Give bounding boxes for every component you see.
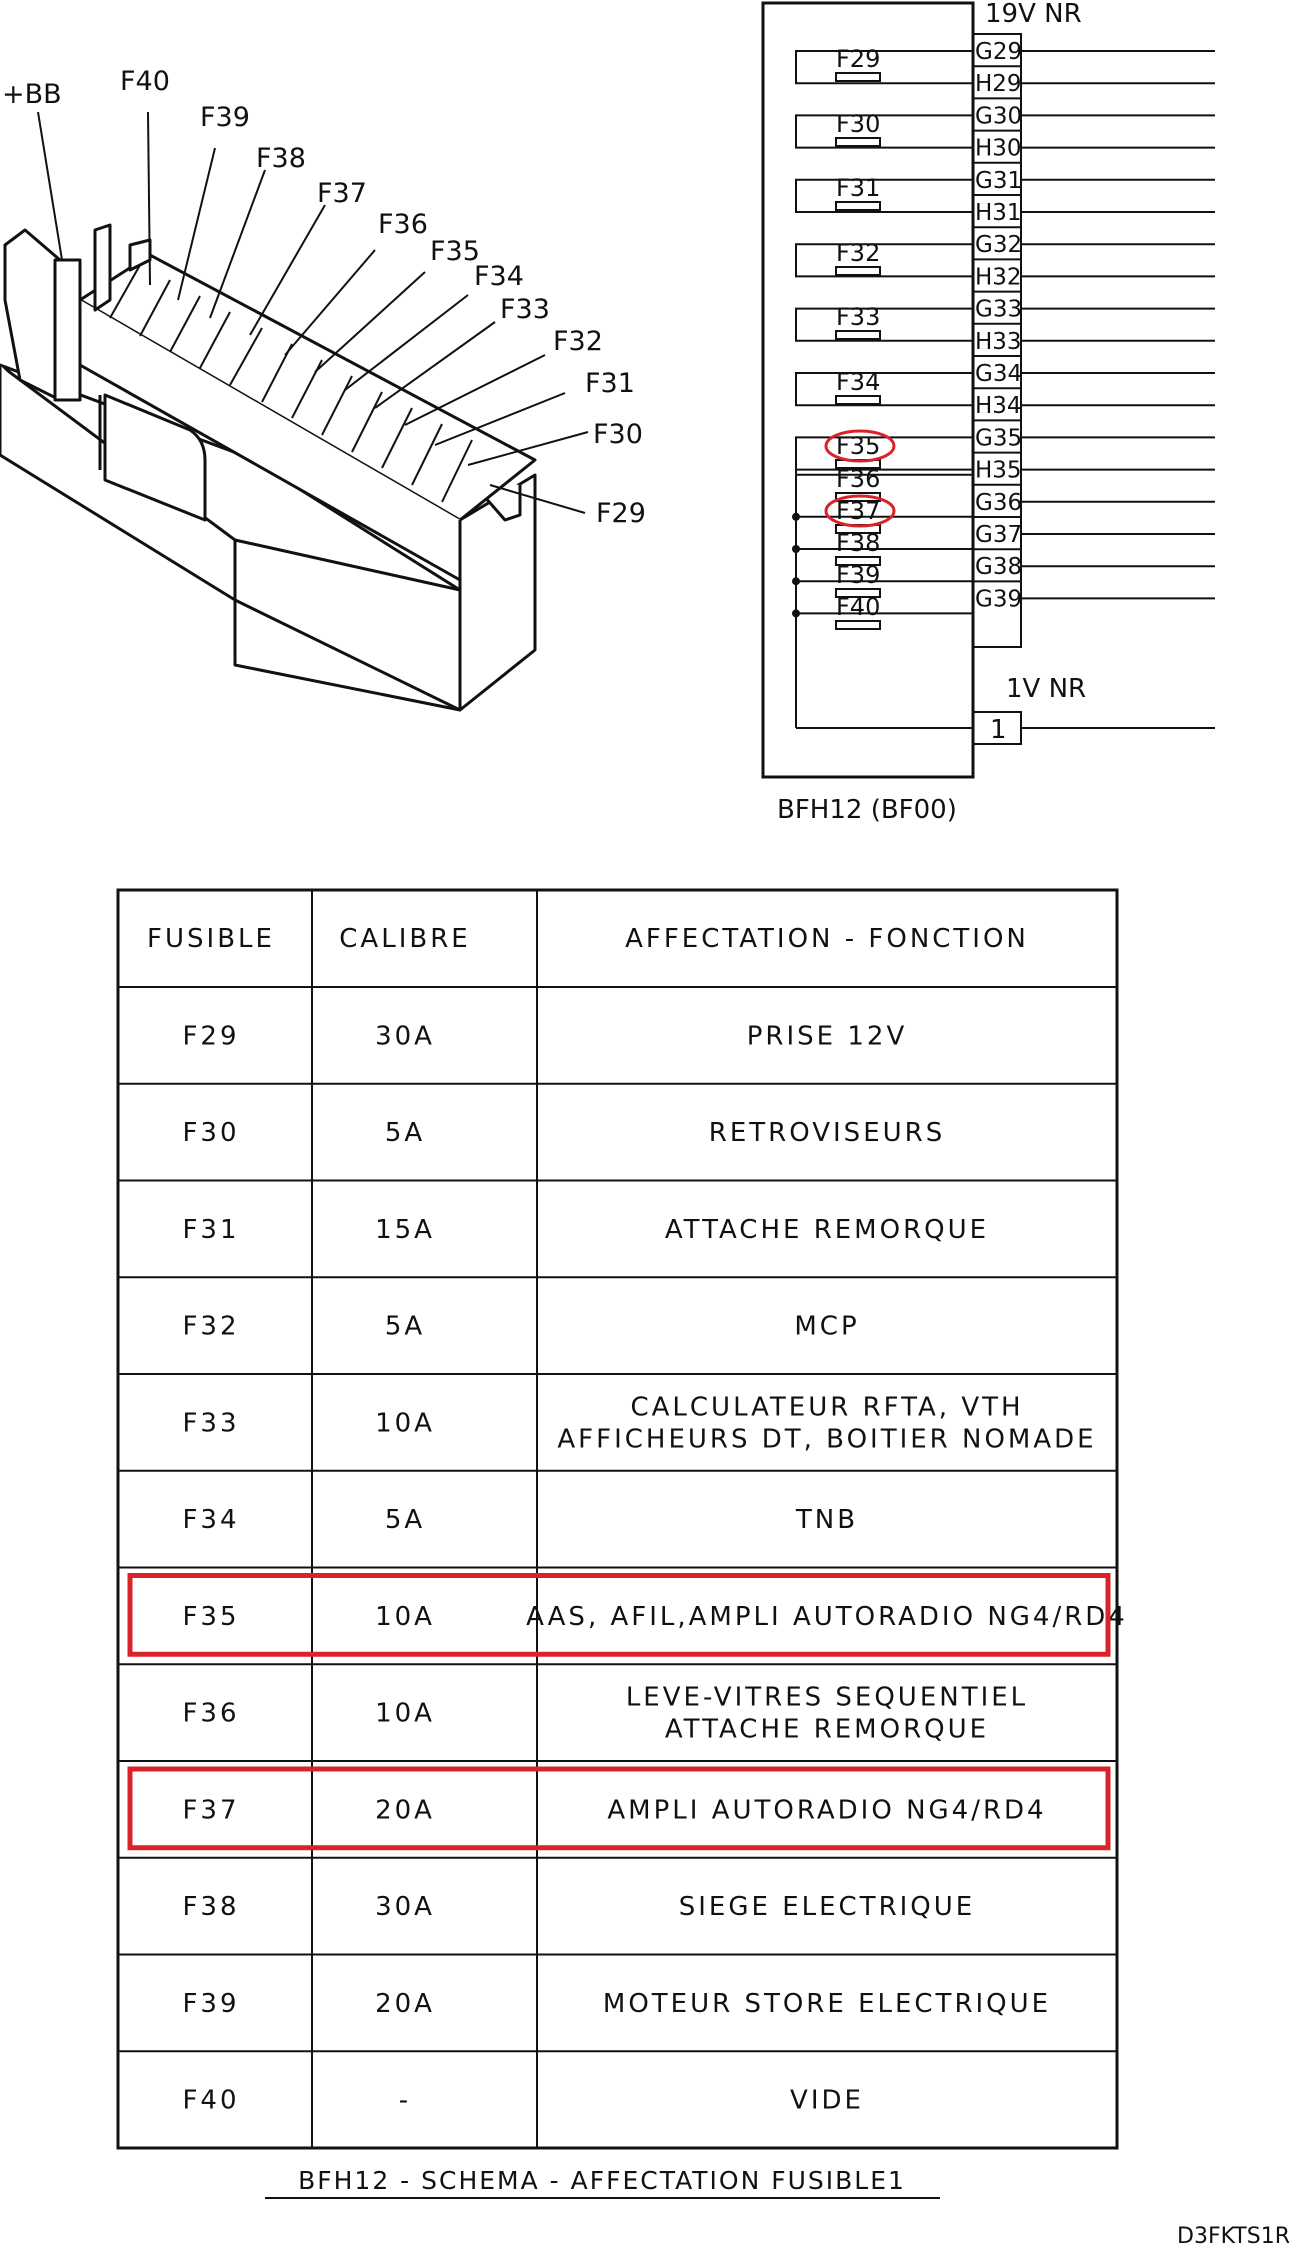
cell-fuse: F32 — [182, 1311, 240, 1342]
cell-function: ATTACHE REMORQUE — [664, 1214, 990, 1245]
cell-function: AMPLI AUTORADIO NG4/RD4 — [607, 1795, 1047, 1826]
pin-1-label: 1 — [990, 715, 1007, 745]
header-calibre: CALIBRE — [339, 924, 471, 954]
pin-h35: H35 — [975, 457, 1022, 484]
schematic-fuse-f32: F32 — [836, 239, 881, 267]
cell-fuse: F33 — [182, 1408, 240, 1439]
header-affectation: AFFECTATION - FONCTION — [625, 924, 1029, 954]
cell-fuse: F40 — [182, 2085, 240, 2116]
fuse-schematic — [763, 0, 1215, 825]
callout-f39: F39 — [200, 102, 250, 133]
callout-f30: F30 — [593, 419, 643, 450]
cell-fuse: F37 — [182, 1795, 240, 1826]
schematic-fuse-f37: F37 — [836, 497, 881, 525]
fuse-loop — [796, 244, 973, 276]
cell-fuse: F34 — [182, 1505, 240, 1536]
schematic-fuse-f38: F38 — [836, 529, 881, 557]
schematic-fuse-f29: F29 — [836, 45, 881, 73]
table-row — [130, 1769, 1108, 1848]
cell-function: MCP — [794, 1311, 860, 1342]
schematic-fuse-f33: F33 — [836, 303, 881, 331]
junction-dot — [792, 545, 800, 553]
fuse-symbol — [836, 331, 880, 339]
table-row — [182, 1021, 907, 1051]
cell-function: PRISE 12V — [746, 1021, 908, 1052]
callout-f31: F31 — [585, 368, 635, 399]
table-row — [182, 1392, 1096, 1454]
cell-function: AAS, AFIL,AMPLI AUTORADIO NG4/RD4 — [526, 1601, 1128, 1632]
callout-f37: F37 — [317, 178, 367, 209]
cell-function: MOTEUR STORE ELECTRIQUE — [602, 1988, 1052, 2019]
pin-g31: G31 — [975, 167, 1023, 194]
cell-function: SIEGE ELECTRIQUE — [678, 1892, 976, 1923]
callout-f33: F33 — [500, 294, 550, 325]
fuse-loop — [796, 373, 973, 405]
fuse-symbol — [836, 396, 880, 404]
pin-g34: G34 — [975, 361, 1023, 387]
cell-rating: - — [398, 2085, 412, 2116]
cell-function: TNB — [795, 1505, 859, 1536]
cell-function: LEVE-VITRES SEQUENTIEL — [625, 1682, 1029, 1713]
cell-fuse: F39 — [182, 1988, 240, 2019]
pin-h31: H31 — [975, 200, 1022, 226]
footer-ref: D3FKTS1R — [1177, 2224, 1290, 2245]
table-row — [182, 1118, 945, 1148]
pin-g35: G35 — [975, 425, 1023, 452]
cell-function: AFFICHEURS DT, BOITIER NOMADE — [557, 1424, 1097, 1455]
callout-bb: +BB — [2, 79, 62, 110]
schematic-fuse-f36: F36 — [836, 465, 881, 493]
junction-dot — [792, 513, 800, 521]
callout-f35: F35 — [430, 236, 480, 267]
fuse-list — [836, 45, 880, 629]
cell-rating: 30A — [375, 1892, 435, 1923]
pin-h32: H32 — [975, 264, 1022, 291]
cell-function: VIDE — [790, 2085, 864, 2116]
cell-rating: 20A — [375, 1988, 435, 2019]
cell-fuse: F35 — [182, 1601, 240, 1632]
pin-g30: G30 — [975, 103, 1023, 130]
callout-f36: F36 — [378, 209, 428, 240]
pin-h30: H30 — [975, 135, 1022, 162]
cell-fuse: F38 — [182, 1892, 240, 1923]
pin-g29: G29 — [975, 39, 1023, 65]
callout-f40: F40 — [120, 66, 170, 97]
schematic-fuse-f31: F31 — [836, 174, 881, 202]
pin-g39: G39 — [975, 586, 1023, 613]
box-label: BFH12 (BF00) — [777, 795, 957, 825]
fuse-loop — [796, 115, 973, 147]
connector-top-label: 19V NR — [985, 0, 1082, 29]
schematic-fuse-f34: F34 — [836, 368, 881, 396]
callout-f29: F29 — [596, 498, 646, 529]
table-row — [182, 1683, 1028, 1745]
pin-h29: H29 — [975, 71, 1022, 98]
cell-rating: 30A — [375, 1021, 435, 1052]
table-row — [130, 1576, 1128, 1655]
junction-dot — [792, 577, 800, 585]
pin-list — [973, 39, 1215, 612]
fuse-symbol — [836, 73, 880, 81]
cell-fuse: F31 — [182, 1214, 240, 1245]
cell-rating: 10A — [375, 1698, 435, 1729]
table-caption: BFH12 - SCHEMA - AFFECTATION FUSIBLE1 — [298, 2166, 906, 2195]
fuse-box-drawing — [0, 225, 535, 710]
table-row — [182, 1312, 859, 1342]
fuse-loop — [796, 309, 973, 341]
table-row — [182, 1892, 975, 1922]
cell-fuse: F30 — [182, 1118, 240, 1149]
table-row — [182, 1215, 989, 1245]
cell-fuse: F29 — [182, 1021, 240, 1052]
pin-g37: G37 — [975, 522, 1023, 548]
callout-f38: F38 — [256, 143, 306, 174]
callout-f32: F32 — [553, 326, 603, 357]
cell-function: RETROVISEURS — [708, 1118, 946, 1149]
cell-fuse: F36 — [182, 1698, 240, 1729]
schematic-fuse-f30: F30 — [836, 110, 881, 138]
fuse-symbol — [836, 138, 880, 146]
fuse-loop — [796, 51, 973, 83]
junction-dot — [792, 609, 800, 617]
pin-g36: G36 — [975, 489, 1023, 516]
cell-function: CALCULATEUR RFTA, VTH — [630, 1392, 1024, 1423]
pin-g33: G33 — [975, 296, 1023, 323]
table-row — [182, 2086, 863, 2116]
cell-rating: 20A — [375, 1795, 435, 1826]
pin-g38: G38 — [975, 554, 1023, 581]
fuse-symbol — [836, 202, 880, 210]
pin-h34: H34 — [975, 393, 1022, 420]
schematic-fuse-f35: F35 — [836, 432, 881, 460]
connector-bottom-label: 1V NR — [1006, 674, 1087, 704]
table-rows — [118, 987, 1128, 2116]
cell-rating: 5A — [384, 1505, 426, 1536]
header-fusible: FUSIBLE — [147, 924, 275, 954]
table-frame — [118, 890, 1117, 2148]
callout-f34: F34 — [474, 261, 524, 292]
cell-rating: 10A — [375, 1601, 435, 1632]
cell-rating: 5A — [384, 1118, 426, 1149]
cell-rating: 10A — [375, 1408, 435, 1439]
pin-g32: G32 — [975, 232, 1023, 259]
fuse-loop — [796, 180, 973, 212]
schematic-fuse-f39: F39 — [836, 561, 881, 589]
cell-function: ATTACHE REMORQUE — [664, 1714, 990, 1745]
schematic-fuse-f40: F40 — [836, 593, 881, 621]
fuse-symbol — [836, 267, 880, 275]
cell-rating: 15A — [375, 1214, 435, 1245]
pin-h33: H33 — [975, 328, 1022, 355]
table-row — [182, 1505, 858, 1535]
schematic-wires — [792, 51, 973, 728]
fuse-table — [118, 890, 1128, 2198]
fuse-symbol — [836, 621, 880, 629]
cell-rating: 5A — [384, 1311, 426, 1342]
